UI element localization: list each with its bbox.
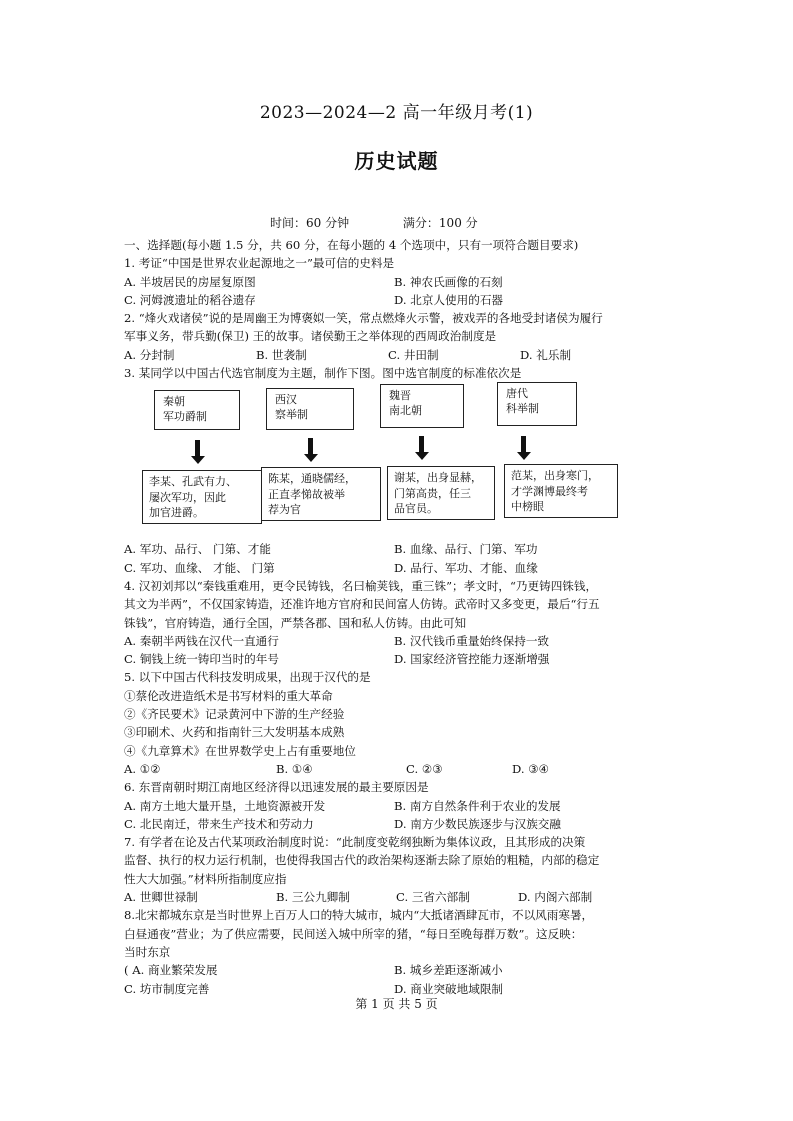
stage-era: 西汉 xyxy=(275,393,297,407)
q3-result-3 xyxy=(387,466,495,520)
q7-option-a: A. 世卿世禄制 xyxy=(124,890,198,905)
q5-option-a: A. ①② xyxy=(124,761,161,776)
stage-system: 科举制 xyxy=(506,402,539,416)
q3-option-a: A. 军功、品行、 门第、才能 xyxy=(124,542,271,557)
q3-diagram xyxy=(124,384,664,536)
down-arrow-icon xyxy=(415,436,427,460)
q7-option-c: C. 三省六部制 xyxy=(396,890,470,905)
q3-option-b: B. 血缘、品行、门第、军功 xyxy=(394,542,538,557)
exam-title: 2023—2024—2 高一年级月考(1) xyxy=(259,103,534,123)
q5-stem: 5. 以下中国古代科技发明成果，出现于汉代的是 xyxy=(124,670,371,685)
q2-options xyxy=(124,346,664,364)
q5-item-1: ①蔡伦改进造纸术是书写材料的重大革命 xyxy=(124,688,333,703)
q4-option-c: C. 铜钱上统一铸印当时的年号 xyxy=(124,652,279,667)
q5-item-2: ②《齐民要术》记录黄河中下游的生产经验 xyxy=(124,707,345,722)
q4-stem-1: 4. 汉初刘邦以“秦钱重难用，更令民铸钱，名曰榆荚钱，重三铢”；孝文时，“乃更铸四铢钱， xyxy=(124,578,598,593)
q7-stem-2: 监督、执行的权力运行机制，也使得我国古代的政治架构逐渐去除了原始的粗糙，内部的稳定 xyxy=(124,853,600,868)
stage-system: 南北朝 xyxy=(389,404,422,418)
q8-option-d: D. 商业突破地域限制 xyxy=(394,981,504,996)
q2-stem-2: 军事义务，带兵勤(保卫) 王的故事。诸侯勤王之举体现的西周政治制度是 xyxy=(124,329,497,344)
result-line: 荐为官 xyxy=(268,503,301,517)
q6-option-a: A. 南方土地大量开垦，土地资源被开发 xyxy=(124,798,326,813)
q5-option-b: B. ①④ xyxy=(276,761,313,776)
down-arrow-icon xyxy=(191,440,203,464)
q4-option-d: D. 国家经济管控能力逐渐增强 xyxy=(394,652,550,667)
section-heading: 一、选择题(每小题 1.5 分，共 60 分，在每小题的 4 个选项中，只有一项符合题目要求) xyxy=(124,238,579,252)
q3-stage-1 xyxy=(154,390,240,430)
q2-option-a: A. 分封制 xyxy=(124,347,175,362)
down-arrow-icon xyxy=(517,436,529,460)
page-footer: 第 1 页 共 5 页 xyxy=(355,997,438,1011)
result-line: 品官员。 xyxy=(394,502,438,516)
q6-option-b: B. 南方自然条件利于农业的发展 xyxy=(394,798,561,813)
q4-options xyxy=(124,632,664,650)
q4-option-b: B. 汉代钱币重量始终保持一致 xyxy=(394,633,550,648)
q4-stem-3: 铢钱”，官府铸造，通行全国，严禁各郡、国和私人仿铸。由此可知 xyxy=(124,615,467,630)
q8-stem-3: 当时东京 xyxy=(124,944,171,959)
stage-system: 察举制 xyxy=(275,408,308,422)
q3-stem: 3. 某同学以中国古代选官制度为主题，制作下图。图中选官制度的标准依次是 xyxy=(124,366,522,381)
q8-stem-1: 8.北宋都城东京是当时世界上百万人口的特大城市，城内“大抵诸酒肆瓦市，不以风雨寒暑， xyxy=(124,908,594,923)
exam-subject: 历史试题 xyxy=(354,149,439,173)
q2-stem-1: 2. “烽火戏诸侯”说的是周幽王为博褒姒一笑，常点燃烽火示警，被戏弄的各地受封诸侯为履行 xyxy=(124,311,603,326)
q6-stem: 6. 东晋南朝时期江南地区经济得以迅速发展的最主要原因是 xyxy=(124,780,429,795)
q6-option-d: D. 南方少数民族逐步与汉族交融 xyxy=(394,816,561,831)
q2-option-c: C. 井田制 xyxy=(388,347,439,362)
result-line: 谢某，出身显赫， xyxy=(394,471,482,485)
q5-option-d: D. ③④ xyxy=(512,761,550,776)
result-line: 正直孝悌故被举 xyxy=(268,487,345,501)
q5-options xyxy=(124,760,664,778)
q1-options xyxy=(124,273,664,291)
q1-option-d: D. 北京人使用的石器 xyxy=(394,292,504,307)
q6-options xyxy=(124,797,664,815)
q4-option-a: A. 秦朝半两钱在汉代一直通行 xyxy=(124,633,279,648)
result-line: 中榜眼 xyxy=(511,500,544,514)
q1-option-a: A. 半坡居民的房屋复原图 xyxy=(124,274,256,289)
q7-stem-3: 性大大加强。”材料所指制度应指 xyxy=(124,871,287,886)
q2-option-d: D. 礼乐制 xyxy=(520,347,572,362)
q6-option-c: C. 北民南迁，带来生产技术和劳动力 xyxy=(124,816,314,831)
q4-options-2 xyxy=(124,650,664,668)
q1-options-2 xyxy=(124,291,664,309)
exam-score: 满分：100 分 xyxy=(402,216,478,230)
q7-option-b: B. 三公九卿制 xyxy=(276,890,350,905)
stage-system: 军功爵制 xyxy=(163,410,207,424)
result-line: 才学渊博最终考 xyxy=(511,484,588,498)
result-line: 加官进爵。 xyxy=(149,506,204,520)
q8-option-c: C. 坊市制度完善 xyxy=(124,981,210,996)
stage-era: 秦朝 xyxy=(163,395,185,409)
q5-option-c: C. ②③ xyxy=(406,761,443,776)
q8-options xyxy=(124,961,664,979)
result-line: 屡次军功，因此 xyxy=(149,490,226,504)
down-arrow-icon xyxy=(304,438,316,462)
q7-stem-1: 7. 有学者在论及古代某项政治制度时说：“此制度变乾纲独断为集体议政，且其形成的决策 xyxy=(124,835,586,850)
result-line: 李某、孔武有力、 xyxy=(149,475,237,489)
q4-stem-2: 其文为半两”，不仅国家铸造，还准许地方官府和民间富人仿铸。武帝时又多变更，最后“行五 xyxy=(124,597,600,612)
q6-options-2 xyxy=(124,815,664,833)
result-line: 门第高贵，任三 xyxy=(394,486,471,500)
result-line: 陈某，通晓儒经， xyxy=(268,472,356,486)
q1-stem: 1. 考证“中国是世界农业起源地之一”最可信的史料是 xyxy=(124,256,395,271)
q5-item-4: ④《九章算术》在世界数学史上占有重要地位 xyxy=(124,743,356,758)
q8-stem-2: 白昼通夜”营业；为了供应需要，民间送入城中所宰的猪，“每日至晚每群万数”。这反映： xyxy=(124,926,583,941)
q3-stage-3 xyxy=(380,384,464,428)
q8-option-a: ( A. 商业繁荣发展 xyxy=(124,963,218,978)
q1-option-b: B. 神农氏画像的石刻 xyxy=(394,274,503,289)
exam-time: 时间：60 分钟 xyxy=(270,216,350,230)
q1-option-c: C. 河姆渡遗址的稻谷遗存 xyxy=(124,292,256,307)
q7-options xyxy=(124,888,664,906)
q3-result-4 xyxy=(504,464,618,518)
question-list xyxy=(124,236,664,998)
q8-option-b: B. 城乡差距逐渐减小 xyxy=(394,963,503,978)
stage-era: 魏晋 xyxy=(389,389,411,403)
q3-options xyxy=(124,540,664,558)
q7-option-d: D. 内阁六部制 xyxy=(518,890,593,905)
q3-options-2 xyxy=(124,559,664,577)
q3-result-2 xyxy=(261,467,381,521)
result-line: 范某，出身寒门， xyxy=(511,469,599,483)
q3-stage-2 xyxy=(266,388,354,430)
q3-stage-4 xyxy=(497,382,577,426)
stage-era: 唐代 xyxy=(506,387,528,401)
exam-meta xyxy=(270,214,528,231)
q3-option-d: D. 品行、军功、才能、血缘 xyxy=(394,560,538,575)
q3-option-c: C. 军功、血缘、 才能、 门第 xyxy=(124,560,275,575)
q3-result-1 xyxy=(142,470,262,524)
q2-option-b: B. 世袭制 xyxy=(256,347,307,362)
q5-item-3: ③印刷术、火药和指南针三大发明基本成熟 xyxy=(124,725,345,740)
